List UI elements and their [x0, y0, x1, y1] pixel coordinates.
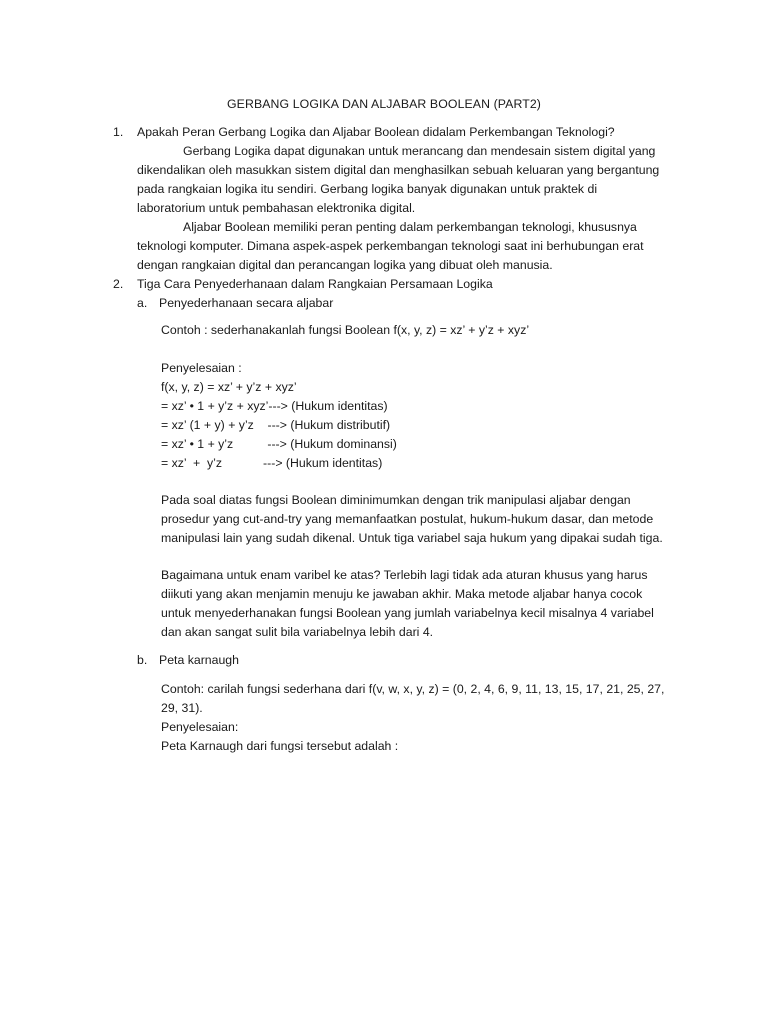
section-1-heading: Apakah Peran Gerbang Logika dan Aljabar Boolean didalam Perkembangan Teknologi?: [137, 125, 615, 139]
explanation-paragraph-line: untuk menyederhanakan fungsi Boolean yang jumlah variabelnya kecil misalnya 4 variabel: [161, 606, 654, 620]
section-1-p2-line: teknologi komputer. Dimana aspek-aspek perkembangan teknologi saat ini berhubungan erat: [137, 239, 644, 253]
solution-step: = xz’ (1 + y) + y’z ---> (Hukum distributif): [161, 418, 391, 432]
explanation-paragraph-line: prosedur yang cut-and-try yang memanfaatkan postulat, hukum-hukum dasar, dan metode: [161, 512, 654, 526]
solution-label: Penyelesaian :: [161, 361, 242, 375]
solution-label: Penyelesaian:: [161, 720, 239, 734]
section-1-p1-line: Gerbang Logika dapat digunakan untuk merancang dan mendesain sistem digital yang: [183, 144, 656, 158]
section-2-heading: Tiga Cara Penyederhanaan dalam Rangkaian Persamaan Logika: [137, 277, 493, 291]
subsection-b-marker: b.: [137, 653, 148, 667]
section-1-p1-line: pada rangkaian logika itu sendiri. Gerbang logika banyak digunakan untuk praktek di: [137, 182, 598, 196]
explanation-paragraph-line: dan akan sangat sulit bila variabelnya lebih dari 4.: [161, 625, 434, 639]
section-1-p1-line: dikendalikan oleh masukkan sistem digital dan menghasilkan sebuah keluaran yang bergantung: [137, 163, 660, 177]
example-b-statement: 29, 31).: [161, 701, 203, 715]
example-a-statement: Contoh : sederhanakanlah fungsi Boolean f(x, y, z) = xz’ + y’z + xyz’: [161, 323, 530, 337]
section-1-p2-line: dengan rangkaian digital dan perancangan logika yang dibuat oleh manusia.: [137, 258, 553, 272]
subsection-b-heading: Peta karnaugh: [159, 653, 239, 667]
subsection-a-marker: a.: [137, 296, 148, 310]
solution-step: = xz’ + y’z ---> (Hukum identitas): [161, 456, 383, 470]
document-title: GERBANG LOGIKA DAN ALJABAR BOOLEAN (PART2): [227, 97, 541, 111]
section-1-p1-line: laboratorium untuk pembahasan elektronika digital.: [137, 201, 416, 215]
subsection-a-heading: Penyederhanaan secara aljabar: [159, 296, 334, 310]
explanation-paragraph-line: diikuti yang akan menjamin menuju ke jawaban akhir. Maka metode aljabar hanya cocok: [161, 587, 643, 601]
solution-step: = xz’ • 1 + y’z + xyz’---> (Hukum identitas): [161, 399, 388, 413]
example-b-statement: Contoh: carilah fungsi sederhana dari f(v, w, x, y, z) = (0, 2, 4, 6, 9, 11, 13, 15, 17, 21, 25, 27,: [161, 682, 665, 696]
section-1-number: 1.: [113, 125, 124, 139]
solution-step: f(x, y, z) = xz’ + y’z + xyz’: [161, 380, 297, 394]
explanation-paragraph-line: manipulasi lain yang sudah dikenal. Untuk tiga variabel saja hukum yang dipakai sudah tiga.: [161, 531, 663, 545]
solution-step: = xz’ • 1 + y’z ---> (Hukum dominansi): [161, 437, 397, 451]
section-2-number: 2.: [113, 277, 124, 291]
explanation-paragraph-line: Pada soal diatas fungsi Boolean diminimumkan dengan trik manipulasi aljabar dengan: [161, 493, 631, 507]
explanation-paragraph-line: Bagaimana untuk enam varibel ke atas? Terlebih lagi tidak ada aturan khusus yang harus: [161, 568, 648, 582]
section-1-p2-line: Aljabar Boolean memiliki peran penting dalam perkembangan teknologi, khususnya: [183, 220, 637, 234]
karnaugh-map-intro: Peta Karnaugh dari fungsi tersebut adalah :: [161, 739, 399, 753]
